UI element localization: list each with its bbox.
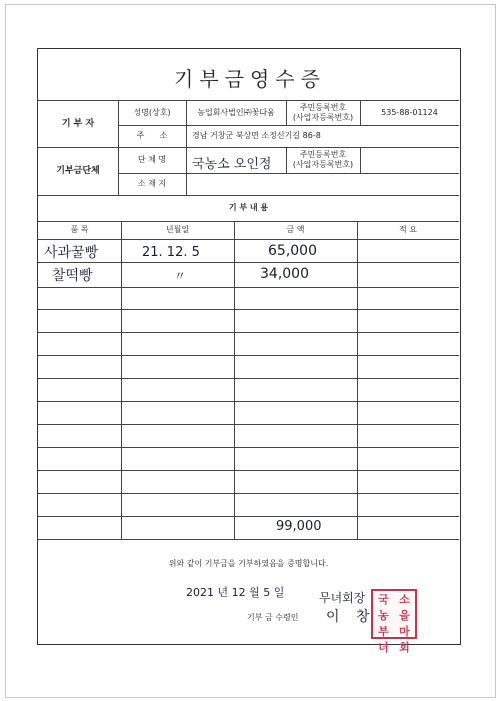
receiver-label: 기부 금 수령인 [247, 613, 299, 622]
row-amount: 65,000 [268, 243, 317, 259]
column-header-remarks: 적 요 [399, 225, 417, 234]
rule [38, 401, 459, 402]
document-title: 기부금영수증 [174, 67, 326, 91]
rule [38, 332, 459, 333]
donor-section-label: 기 부 자 [61, 118, 95, 129]
donor-address-label: 주 소 [136, 131, 168, 140]
rule [38, 539, 459, 540]
certification-text: 위와 같이 기부금을 기부하였음을 증명합니다. [168, 559, 329, 568]
row-item: 찰떡빵 [52, 268, 93, 284]
rule [38, 424, 459, 425]
receiver-name: 이 창 [326, 609, 376, 625]
seal-char: 회 [399, 641, 410, 654]
rule [38, 355, 459, 356]
row-item: 사과꿀빵 [44, 245, 99, 261]
donor-name-label: 성명(상호) [133, 107, 171, 117]
seal-char: 농 [378, 609, 389, 622]
recipient-section-label: 기부금단체 [56, 166, 100, 176]
rule [38, 239, 459, 240]
column-header-item: 품 목 [70, 225, 89, 234]
rule [38, 309, 459, 310]
rule [186, 147, 187, 195]
rule [38, 287, 459, 288]
seal-char: 국 [378, 593, 389, 606]
donation-receipt-form [37, 48, 461, 654]
row-date: 21. 12. 5 [142, 245, 200, 260]
recipient-location-label: 소 재 지 [137, 179, 167, 188]
signature-date: 2021 년 12 월 5 일 [186, 586, 285, 599]
signer-org: 무녀회장 [319, 591, 366, 605]
recipient-org-label: 단 체 명 [137, 155, 167, 164]
rule [38, 262, 459, 263]
donor-id-label: 주민등록번호 (사업자등록번호) [292, 102, 354, 122]
rule [38, 493, 459, 494]
donor-id-value: 535-88-01124 [381, 107, 438, 117]
column-header-amount: 금 액 [286, 225, 305, 234]
rule [38, 447, 459, 448]
recipient-org-value: 국농소 오인정 [192, 157, 272, 172]
organization-seal [371, 589, 417, 654]
rule [38, 470, 459, 471]
seal-char: 부 [378, 625, 389, 638]
seal-char: 마 [399, 625, 410, 638]
row-date: 〃 [174, 269, 187, 283]
details-section-label: 기 부 내 용 [228, 203, 269, 212]
row-amount: 34,000 [260, 266, 309, 282]
donor-name-value: 농업회사법인㈜꽃다움 [197, 107, 275, 117]
rule [360, 147, 361, 173]
rule [38, 516, 459, 517]
total-amount: 99,000 [276, 519, 322, 534]
rule [121, 221, 122, 539]
rule [357, 221, 358, 539]
rule [38, 378, 459, 379]
column-header-date: 년월일 [165, 225, 190, 234]
donor-address-value: 경남 거창군 북상면 소정신기길 86-8 [192, 131, 321, 140]
seal-char: 소 [399, 593, 410, 606]
seal-char: 을 [399, 609, 410, 622]
rule [234, 221, 235, 539]
recipient-id-label: 주민등록번호 (사업자등록번호) [292, 150, 354, 169]
seal-char: 녀 [378, 641, 389, 654]
